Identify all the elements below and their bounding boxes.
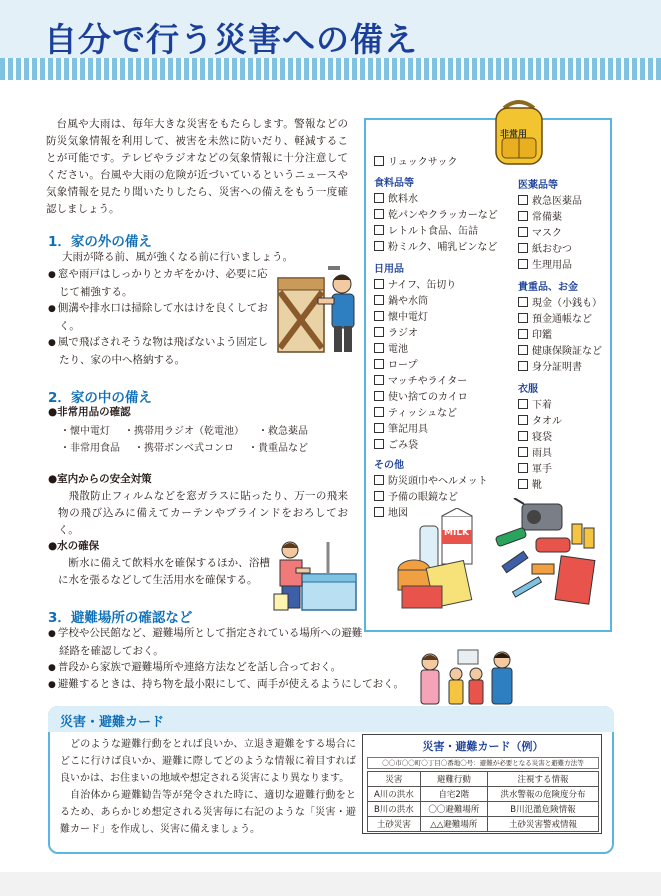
category-daily: 日用品 — [374, 264, 404, 275]
check-daily-radio[interactable]: ラジオ — [374, 324, 418, 339]
table-header-cell: 災害 — [368, 772, 421, 787]
water-title: ●水の確保 — [48, 540, 100, 552]
section1-lead: 大雨が降る前、風が強くなる前に行いましょう。 — [62, 251, 293, 263]
water-text: 断水に備えて飲料水を確保するほか、浴槽に水を張るなどして生活用水を確保する。 — [58, 557, 270, 586]
section1-title: 1．家の外の備え — [48, 234, 152, 250]
supply-stove: ・ 携帯ボンベ式コンロ — [134, 439, 234, 454]
check-daily-pen[interactable]: 筆記用具 — [374, 420, 428, 435]
card-example-title: 災害・避難カード（例） — [422, 740, 544, 753]
category-valuables: 貴重品、お金 — [518, 282, 578, 293]
page-bottom-edge — [0, 872, 661, 896]
check-cloth-shoes[interactable]: 靴 — [518, 476, 542, 491]
family-illustration — [414, 648, 520, 706]
card-example — [362, 734, 602, 834]
check-val-passbook[interactable]: 預金通帳など — [518, 310, 592, 325]
tools-illustration — [492, 498, 602, 614]
table-cell: 洪水警報の危険度分布 — [487, 787, 598, 802]
section3-bullet-family: ● 普段から家族で避難場所や連絡方法などを話し合っておく。 — [48, 659, 408, 677]
check-med-mask[interactable]: マスク — [518, 224, 562, 239]
supply-food: ・ 非常用食品 — [60, 439, 120, 454]
table-cell: A川の洪水 — [368, 787, 421, 802]
category-food: 食料品等 — [374, 178, 414, 189]
table-row — [368, 802, 599, 817]
check-val-id[interactable]: 身分証明書 — [518, 358, 582, 373]
category-other: その他 — [374, 460, 404, 471]
check-val-insurance[interactable]: 健康保険証など — [518, 342, 602, 357]
check-other-map[interactable]: 地図 — [374, 504, 408, 519]
card-paragraph-2: 自治体から避難勧告等が発令された時に、適切な避難行動をとるため、あらかじめ想定される災害毎に右記のような「災害・避難カード」を作成し、災害に備えましょう。 — [60, 790, 356, 835]
check-cloth-underwear[interactable]: 下着 — [518, 396, 552, 411]
section1-bullet-drains: ● 側溝や排水口は掃除して水はけを良くしておく。 — [48, 300, 270, 335]
backpack-label: 非常用 — [500, 130, 528, 140]
check-med-firstaid[interactable]: 救急医薬品 — [518, 192, 582, 207]
emergency-supplies-title: ●非常用品の確認 — [48, 406, 131, 418]
check-cloth-raingear[interactable]: 雨具 — [518, 444, 552, 459]
section1-bullet-secure: ● 風で飛ばされそうな物は飛ばないよう固定したり、家の中へ格納する。 — [48, 334, 270, 369]
table-cell: 自宅2階 — [420, 787, 487, 802]
card-example-table — [367, 771, 599, 832]
table-cell: 土砂災害 — [368, 817, 421, 832]
check-other-glasses[interactable]: 予備の眼鏡など — [374, 488, 458, 503]
supply-radio: ・ 携帯用ラジオ（乾電池） — [124, 422, 244, 437]
check-daily-kairo[interactable]: 使い捨てのカイロ — [374, 388, 468, 403]
check-daily-rope[interactable]: ロープ — [374, 356, 418, 371]
table-row — [368, 817, 599, 832]
supplies-row-1 — [60, 422, 308, 437]
section3-bullet-hands: ● 避難するときは、持ち物を最小限にして、両手が使えるようにしておく。 — [48, 676, 428, 694]
check-daily-battery[interactable]: 電池 — [374, 340, 408, 355]
check-val-cash[interactable]: 現金（小銭も） — [518, 294, 602, 309]
card-example-note: 〇〇市〇〇町〇丁目〇番地〇号：避難が必要となる災害と避難方法等 — [367, 757, 599, 769]
section3-title: 3．避難場所の確認など — [48, 610, 193, 626]
card-paragraph-1: どのような避難行動をとれば良いか、立退き避難をする場合にどこに行けば良いか、避難に際してどのような情報に着目すれば良いかは、お住まいの地域や想定される災害により異なります。 — [60, 739, 356, 784]
check-food-retort[interactable]: レトルト食品、缶詰 — [374, 222, 478, 237]
check-daily-flashlight[interactable]: 懐中電灯 — [374, 308, 428, 323]
check-food-crackers[interactable]: 乾パンやクラッカーなど — [374, 206, 498, 221]
table-cell: 〇〇避難場所 — [420, 802, 487, 817]
check-daily-matches[interactable]: マッチやライター — [374, 372, 467, 387]
header-stripes — [0, 58, 661, 80]
check-daily-knife[interactable]: ナイフ、缶切り — [374, 276, 456, 291]
section2-title: 2．家の中の備え — [48, 390, 152, 406]
check-daily-tissue[interactable]: ティッシュなど — [374, 404, 457, 419]
water-label: 水の確保 — [57, 540, 100, 552]
card-description — [60, 736, 356, 838]
safety-title: ●室内からの安全対策 — [48, 473, 152, 485]
supply-first-aid: ・ 救急薬品 — [258, 422, 308, 437]
table-cell: B川の洪水 — [368, 802, 421, 817]
check-other-helmet[interactable]: 防災頭巾やヘルメット — [374, 472, 488, 487]
check-daily-pot[interactable]: 鍋や水筒 — [374, 292, 428, 307]
supply-flashlight: ・ 懐中電灯 — [60, 422, 110, 437]
safety-label: 室内からの安全対策 — [57, 473, 152, 485]
intro-paragraph: 台風や大雨は、毎年大きな災害をもたらします。警報などの防災気象情報を利用して、被害を未然に防いだり、軽減することが可能です。テレビやラジオなどの気象情報に十分注意してください。台風や大雨の危険が近づいているというニュースや気象情報を見たり聞いたりしたら、災害への備えをもう一度確認しましょう。 — [46, 118, 348, 215]
check-backpack[interactable]: リュックサック — [374, 153, 458, 168]
milk-carton-label: MILK — [444, 528, 470, 538]
check-food-water[interactable]: 飲料水 — [374, 190, 418, 205]
window-boarding-illustration — [276, 262, 358, 356]
table-header-row — [368, 772, 599, 787]
category-clothes: 衣服 — [518, 384, 538, 395]
table-header-cell: 注視する情報 — [487, 772, 598, 787]
check-val-seal[interactable]: 印鑑 — [518, 326, 552, 341]
table-cell: △△避難場所 — [420, 817, 487, 832]
check-food-milk[interactable]: 粉ミルク、哺乳ビンなど — [374, 238, 497, 253]
section1-bullet-windows: ● 窓や雨戸はしっかりとカギをかけ、必要に応じて補強する。 — [48, 266, 270, 301]
category-medical: 医薬品等 — [518, 180, 558, 191]
supply-valuables: ・ 貴重品など — [248, 439, 308, 454]
emergency-supplies-label: 非常用品の確認 — [57, 406, 131, 418]
check-cloth-towel[interactable]: タオル — [518, 412, 562, 427]
table-header-cell: 避難行動 — [420, 772, 487, 787]
check-med-regular[interactable]: 常備薬 — [518, 208, 562, 223]
page-title: 自分で行う災害への備え — [44, 20, 418, 59]
supplies-illustration — [392, 508, 492, 612]
section3-bullet-route: ● 学校や公民館など、避難場所として指定されている場所への避難経路を確認しておく。 — [48, 625, 368, 660]
table-row — [368, 787, 599, 802]
table-cell: B川氾濫危険情報 — [487, 802, 598, 817]
table-cell: 土砂災害警戒情報 — [487, 817, 598, 832]
check-med-diapers[interactable]: 紙おむつ — [518, 240, 572, 255]
supplies-row-2 — [60, 439, 308, 454]
safety-text: 飛散防止フィルムなどを窓ガラスに貼ったり、万一の飛来物の飛び込みに備えてカーテンやブラインドをおろしておく。 — [58, 490, 348, 536]
check-cloth-sleepingbag[interactable]: 寝袋 — [518, 428, 552, 443]
check-daily-bags[interactable]: ごみ袋 — [374, 436, 418, 451]
card-section-title: 災害・避難カード — [60, 715, 165, 730]
check-med-sanitary[interactable]: 生理用品 — [518, 256, 572, 271]
check-cloth-gloves[interactable]: 軍手 — [518, 460, 552, 475]
bathtub-illustration — [272, 538, 358, 614]
